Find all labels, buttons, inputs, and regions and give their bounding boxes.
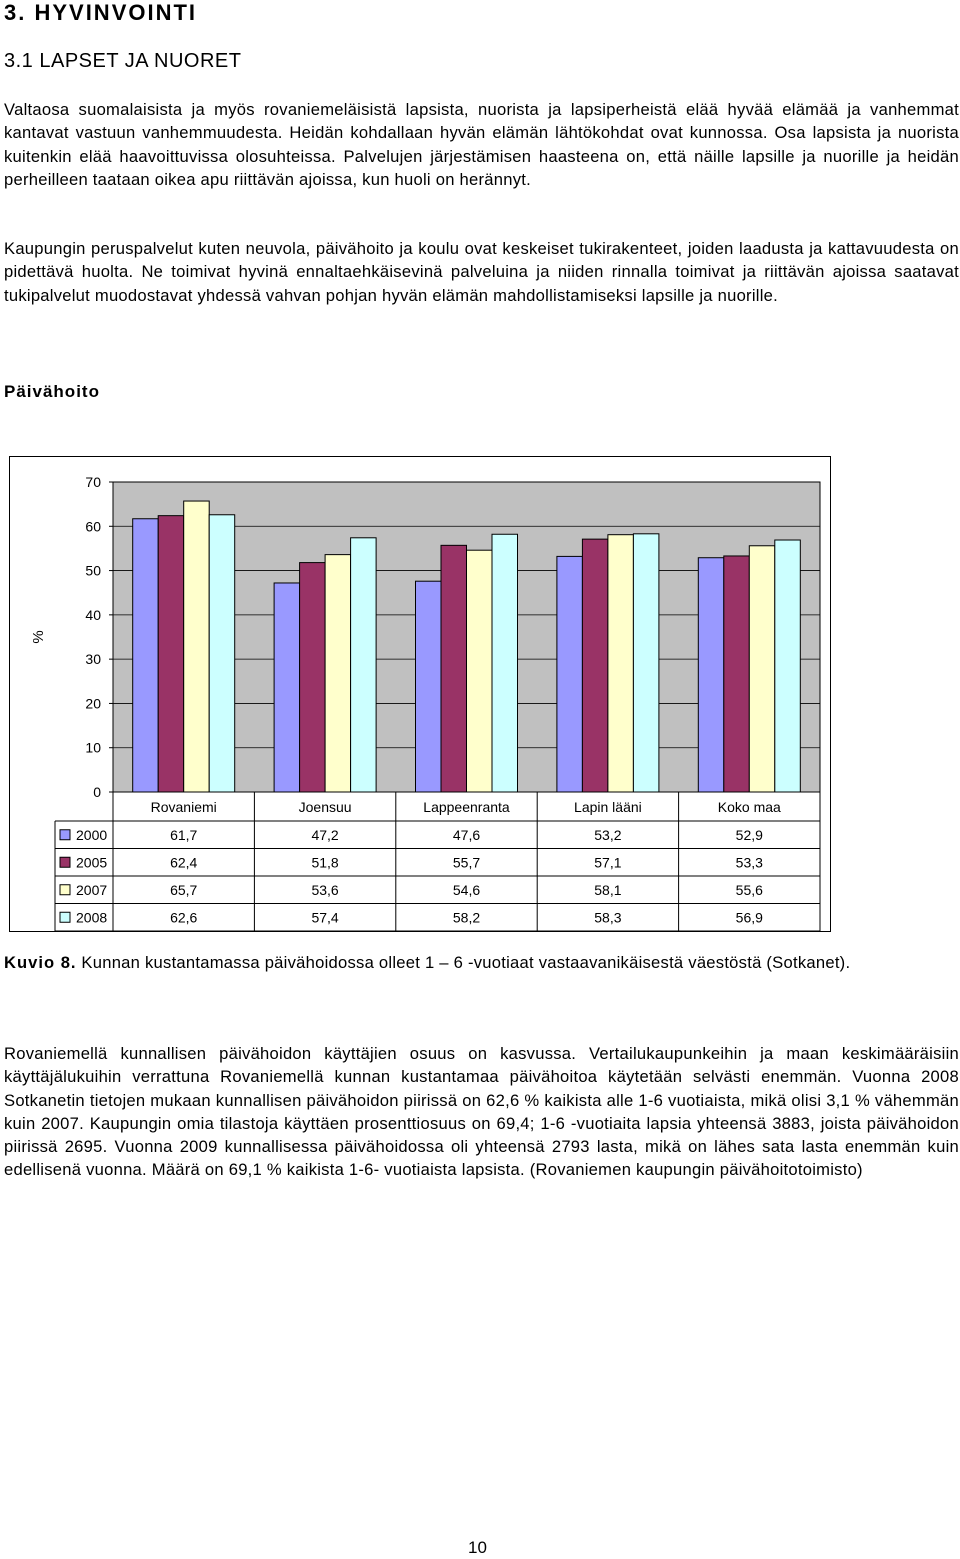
page-number: 10 xyxy=(468,1538,487,1557)
bar-2008 xyxy=(633,534,659,792)
bar-2000 xyxy=(698,558,724,792)
bar-2005 xyxy=(582,539,608,792)
bar-2008 xyxy=(775,540,801,792)
bar-2007 xyxy=(467,550,493,792)
bar-2007 xyxy=(749,546,775,792)
y-tick-label: 40 xyxy=(85,606,101,623)
y-tick-label: 10 xyxy=(85,739,101,756)
bar-2007 xyxy=(325,555,351,792)
data-label: 52,9 xyxy=(735,826,763,843)
legend-label: 2000 xyxy=(76,826,108,843)
bar-2005 xyxy=(724,556,750,792)
data-label: 62,6 xyxy=(170,909,198,926)
data-label: 58,2 xyxy=(452,909,481,926)
services-paragraph: Kaupungin peruspalvelut kuten neuvola, päivähoito ja koulu ovat keskeiset tukirakenteet, joiden laadusta ja kattavuudesta on pidettävä huolta. Ne toimivat hyvinä ennaltaehkäisevinä palveluina ja niiden rinnalla toimivat ja riittävän ajoissa saatavat tukipalvelut muodostavat yhdessä vahvan pohjan hyvän elämän mahdollistamiseksi lapsille ja nuorille. xyxy=(4,239,959,305)
caption-text: Kunnan kustantamassa päivähoidossa olleet 1 – 6 -vuotiaat vastaavanikäisestä väestöstä (Sotkanet). xyxy=(81,953,851,972)
data-label: 58,3 xyxy=(594,909,622,926)
section-subheading: 3.1 LAPSET JA NUORET xyxy=(4,50,242,72)
data-label: 53,2 xyxy=(594,826,622,843)
legend-key-2000 xyxy=(60,830,70,840)
bar-2005 xyxy=(441,545,467,792)
caption-label: Kuvio 8. xyxy=(4,953,77,972)
data-label: 53,6 xyxy=(311,881,339,898)
data-label: 55,6 xyxy=(735,881,763,898)
analysis-paragraph: Rovaniemellä kunnallisen päivähoidon käyttäjien osuus on kasvussa. Vertailukaupunkeihin ja maan keskimääräisiin käyttäjälukuihin verrattuna Rovaniemellä kunnan kustantamaa päivähoitoa käytetään selvästi enemmän. Vuonna 2008 Sotkanetin tietojen mukaan kunnallisen päivähoidon piirissä on 62,6 % kaikista alle 1-6 vuotiaista, mikä olisi 3,1 % vähemmän kuin 2007. Kaupungin omia tilastoja käyttäen prosenttiosuus on 69,4; 1-6 -vuotiaita lapsia yhteensä 3883, joista päivähoidon piirissä 2695. Vuonna 2009 kunnallisessa päivähoidossa oli yhteensä 2793 lasta, mikä on lähes sata lasta enemmän kuin edellisenä vuonna. Määrä on 69,1 % kaikista 1-6- vuotiaista lapsista. (Rovaniemen kaupungin päivähoitotoimisto) xyxy=(4,1044,959,1180)
data-label: 47,2 xyxy=(311,826,339,843)
data-label: 62,4 xyxy=(170,854,198,871)
legend-key-2007 xyxy=(60,885,70,895)
bar-2000 xyxy=(274,583,300,792)
daycare-title: Päivähoito xyxy=(4,382,100,401)
category-label: Lapin lääni xyxy=(574,799,642,815)
data-label: 51,8 xyxy=(311,854,339,871)
intro-paragraph: Valtaosa suomalaisista ja myös rovaniemeläisistä lapsista, nuorista ja lapsiperheistä elää hyvää elämää ja vanhemmat kantavat vastuun vanhemmuudesta. Heidän kohdallaan hyvän elämän lähtökohdat ovat kunnossa. Osa lapsista ja nuorista kuitenkin elää haavoittuvissa olosuhteissa. Palvelujen järjestämisen haasteena on, että näille lapsille ja nuorille ja heidän perheilleen taataan oikea apu riittävän ajoissa, kun huoli on herännyt. xyxy=(4,100,959,189)
figure-caption xyxy=(4,951,959,974)
legend-label: 2005 xyxy=(76,854,108,871)
bar-2000 xyxy=(557,556,583,792)
y-tick-label: 60 xyxy=(85,518,101,535)
data-label: 57,4 xyxy=(311,909,339,926)
bar-2007 xyxy=(608,535,634,792)
y-tick-label: 30 xyxy=(85,651,101,668)
category-label: Joensuu xyxy=(298,799,352,815)
bar-2000 xyxy=(416,581,442,792)
data-label: 53,3 xyxy=(735,854,763,871)
legend-label: 2007 xyxy=(76,881,108,898)
data-label: 61,7 xyxy=(170,826,198,843)
legend-key-2008 xyxy=(60,912,70,922)
category-label: Lappeenranta xyxy=(423,799,510,815)
bar-2005 xyxy=(300,563,326,792)
data-label: 58,1 xyxy=(594,881,622,898)
legend-key-2005 xyxy=(60,857,70,867)
bar-2008 xyxy=(209,515,235,792)
data-label: 56,9 xyxy=(735,909,763,926)
y-tick-label: 70 xyxy=(85,474,101,490)
bar-2005 xyxy=(158,516,184,792)
y-tick-label: 0 xyxy=(93,784,101,800)
bar-2000 xyxy=(133,519,159,792)
data-label: 65,7 xyxy=(170,881,198,898)
bar-2008 xyxy=(351,538,377,792)
bar-2007 xyxy=(184,501,210,792)
category-label: Rovaniemi xyxy=(150,799,217,815)
bar-2008 xyxy=(492,534,518,792)
data-label: 47,6 xyxy=(452,826,481,843)
y-tick-label: 50 xyxy=(85,562,101,579)
data-label: 54,6 xyxy=(452,881,481,898)
data-label: 55,7 xyxy=(452,854,481,871)
category-label: Koko maa xyxy=(717,799,781,815)
legend-label: 2008 xyxy=(76,909,108,926)
data-label: 57,1 xyxy=(594,854,622,871)
page-heading: 3. HYVINVOINTI xyxy=(4,0,198,25)
y-axis-label: % xyxy=(30,630,47,644)
y-tick-label: 20 xyxy=(85,695,101,712)
